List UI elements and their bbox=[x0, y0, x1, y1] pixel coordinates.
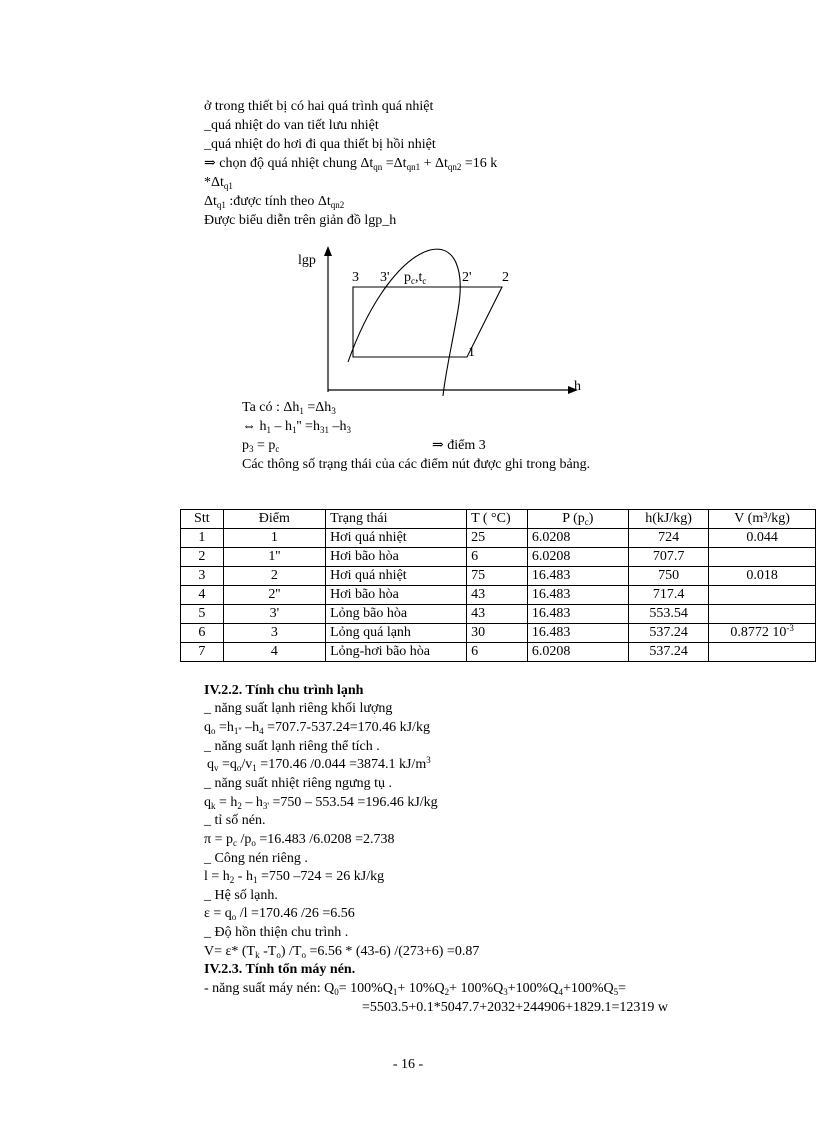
calc-line: =5503.5+0.1*5047.7+2032+244906+1829.1=12319 w bbox=[362, 1000, 668, 1015]
derivation-line-4: Các thông số trạng thái của các điểm nút được ghi trong bảng. bbox=[242, 457, 591, 472]
table-cell: 43 bbox=[467, 605, 528, 624]
table-header-row bbox=[181, 510, 816, 529]
table-cell: 1'' bbox=[223, 548, 325, 567]
calc-line: _ năng suất lạnh riêng thể tích . bbox=[204, 739, 380, 754]
section-heading: IV.2.2. Tính chu trình lạnh bbox=[204, 683, 364, 698]
table-cell: 537.24 bbox=[628, 624, 708, 643]
intro-line-6: $\Delta t_{q1}$ :được tính theo $\Delta t_{qn2}$ bbox=[204, 194, 345, 210]
table-cell: 707.7 bbox=[628, 548, 708, 567]
table-cell: 0.018 bbox=[709, 567, 816, 586]
table-cell: 6.0208 bbox=[527, 643, 628, 662]
table-cell: Hơi bão hòa bbox=[326, 548, 467, 567]
table-cell: 6 bbox=[181, 624, 224, 643]
table-cell bbox=[709, 643, 816, 662]
table-cell: 7 bbox=[181, 643, 224, 662]
table-cell: 724 bbox=[628, 529, 708, 548]
point-3prime-label: 3' bbox=[380, 270, 390, 285]
table-row bbox=[181, 586, 816, 605]
calc-line: _ tỉ số nén. bbox=[204, 813, 266, 828]
table-cell: Hơi bão hòa bbox=[326, 586, 467, 605]
calc-line: _ Hệ số lạnh. bbox=[204, 888, 278, 903]
table-cell: 43 bbox=[467, 586, 528, 605]
table-row bbox=[181, 643, 816, 662]
intro-line-1: ở trong thiết bị có hai quá trình quá nhiệt bbox=[204, 99, 434, 114]
derivation-point-3: ⇒ điểm 3 bbox=[432, 438, 486, 453]
table-header: V (m³/kg) bbox=[709, 510, 816, 529]
table-cell: 30 bbox=[467, 624, 528, 643]
calc-line: _ năng suất lạnh riêng khối lượng bbox=[204, 701, 393, 716]
point-2prime-label: 2' bbox=[462, 270, 472, 285]
derivation-line-3: $p_3 = p_c$ bbox=[242, 438, 280, 454]
table-cell: 16.483 bbox=[527, 586, 628, 605]
x-axis-label: h bbox=[574, 379, 581, 394]
table-cell: 0.044 bbox=[709, 529, 816, 548]
table-cell: 6 bbox=[467, 643, 528, 662]
calc-line: _ Công nén riêng . bbox=[204, 851, 308, 866]
table-row bbox=[181, 529, 816, 548]
table-cell: 1 bbox=[181, 529, 224, 548]
table-cell bbox=[709, 605, 816, 624]
table-cell bbox=[709, 586, 816, 605]
table-cell: 3' bbox=[223, 605, 325, 624]
table-header: P $(p_c)$ bbox=[527, 510, 628, 529]
intro-line-7: Được biểu diễn trên giản đồ lgp_h bbox=[204, 213, 397, 228]
y-axis-arrow bbox=[324, 246, 332, 256]
table-cell: 0.8772 $10^{-3}$ bbox=[709, 624, 816, 643]
table-cell: 4 bbox=[223, 643, 325, 662]
table-header: Trạng thái bbox=[326, 510, 467, 529]
table-header: T ( °C) bbox=[467, 510, 528, 529]
table-cell: 717.4 bbox=[628, 586, 708, 605]
table-cell: 75 bbox=[467, 567, 528, 586]
intro-line-4: ⇒ chọn độ quá nhiệt chung $\Delta t_{qn} =\Delta t_{qn1} + \Delta t_{qn2} =16$ k bbox=[204, 156, 498, 172]
table-row bbox=[181, 567, 816, 586]
y-axis-label: lgp bbox=[298, 253, 316, 268]
table-cell: Hơi quá nhiệt bbox=[326, 529, 467, 548]
table-cell: Lỏng quá lạnh bbox=[326, 624, 467, 643]
table-cell: 16.483 bbox=[527, 567, 628, 586]
table-row bbox=[181, 624, 816, 643]
table-cell: 1 bbox=[223, 529, 325, 548]
table-cell: 537.24 bbox=[628, 643, 708, 662]
calc-line: _ Độ hồn thiện chu trình . bbox=[204, 925, 349, 940]
table-row bbox=[181, 548, 816, 567]
table-cell: 6.0208 bbox=[527, 548, 628, 567]
table-header: Stt bbox=[181, 510, 224, 529]
table-cell: 2'' bbox=[223, 586, 325, 605]
point-pc-tc-label: $p_c,t_c$ bbox=[404, 270, 427, 286]
calc-line: $\varepsilon = q_o$ /l =170.46 /26 =6.56 bbox=[204, 906, 355, 922]
table-cell: 16.483 bbox=[527, 605, 628, 624]
calc-line: $q_v =q_o/v_1 =170.46$ /0.044 =3874.1 $kJ/m^3$ bbox=[207, 755, 431, 773]
table-cell: 4 bbox=[181, 586, 224, 605]
table-cell: 553.54 bbox=[628, 605, 708, 624]
table-row bbox=[181, 605, 816, 624]
table-header: Điểm bbox=[223, 510, 325, 529]
calc-line: $\pi = p_c$ $/p_o =16.483$ /6.0208 =2.738 bbox=[204, 832, 395, 848]
table-cell: 750 bbox=[628, 567, 708, 586]
table-cell: 2 bbox=[181, 548, 224, 567]
intro-line-2: _quá nhiệt do van tiết lưu nhiệt bbox=[204, 118, 379, 133]
intro-line-5: $*\Delta t_{q1}$ bbox=[204, 175, 233, 191]
table-cell: 25 bbox=[467, 529, 528, 548]
derivation-line-2: ⇔ $h_1 - h_1'' =h_{31}$ $-h_3$ bbox=[242, 419, 351, 435]
calc-line: $l = h_2 - h_1 =750$ –724 = 26 kJ/kg bbox=[204, 869, 385, 885]
table-cell bbox=[709, 548, 816, 567]
refrigeration-cycle bbox=[353, 287, 502, 357]
state-parameters-table bbox=[180, 509, 816, 662]
point-1-label: 1 bbox=[468, 345, 475, 360]
table-cell: Hơi quá nhiệt bbox=[326, 567, 467, 586]
intro-line-3: _quá nhiệt do hơi đi qua thiết bị hồi nhiệt bbox=[204, 137, 436, 152]
calc-line: _ năng suất nhiệt riêng ngưng tụ . bbox=[204, 776, 393, 791]
derivation-line-1: Ta có : $\Delta h_1 =\Delta h_3$ bbox=[242, 400, 336, 416]
section-heading: IV.2.3. Tính tổn máy nén. bbox=[204, 962, 356, 977]
table-cell: 6 bbox=[467, 548, 528, 567]
table-cell: 16.483 bbox=[527, 624, 628, 643]
point-2-label: 2 bbox=[502, 270, 509, 285]
table-cell: 2 bbox=[223, 567, 325, 586]
point-3-label: 3 bbox=[352, 270, 359, 285]
table-cell: Lỏng bão hòa bbox=[326, 605, 467, 624]
table-cell: Lỏng-hơi bão hòa bbox=[326, 643, 467, 662]
table-cell: 3 bbox=[181, 567, 224, 586]
page-number: - 16 - bbox=[392, 1057, 424, 1072]
table-cell: 6.0208 bbox=[527, 529, 628, 548]
calc-line: V= ε* ($T_k$ $-T_o$) $/T_o =6.56 * (43-6)$ /(273+6) =0.87 bbox=[204, 944, 480, 960]
table-cell: 5 bbox=[181, 605, 224, 624]
table-cell: 3 bbox=[223, 624, 325, 643]
lgp-h-diagram bbox=[290, 240, 600, 405]
calc-line: - năng suất máy nén: $Q_0= 100\%Q_1+ 10\%Q_2+ 100\%Q_3+100\%Q_4+100\%Q_5=$ bbox=[204, 981, 627, 997]
table-header: h(kJ/kg) bbox=[628, 510, 708, 529]
calc-line: $q_k = h_2 - h_{3'} =750 - 553.54 =196.46$ kJ/kg bbox=[204, 795, 438, 811]
calc-line: $q_o =h_{1''}$ $-h_4 =707.7-537.24=170.46$ kJ/kg bbox=[204, 720, 430, 736]
